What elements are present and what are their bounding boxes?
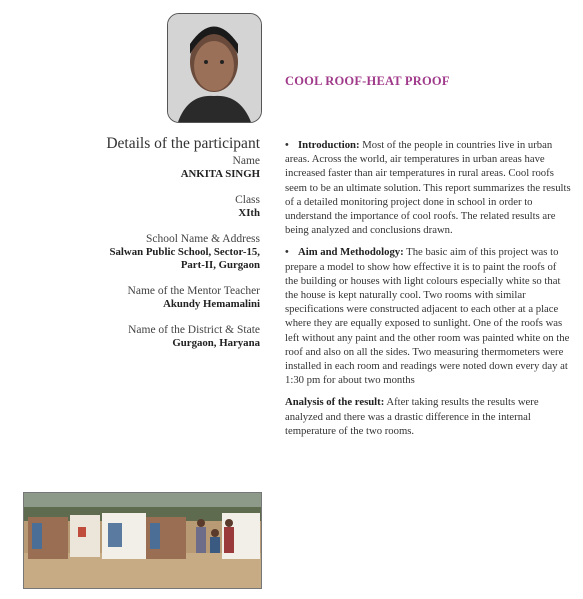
school-label: School Name & Address	[145, 233, 260, 245]
analysis-heading: Analysis of the result:	[285, 396, 385, 409]
name-label: Name	[232, 155, 260, 167]
introduction-paragraph	[285, 138, 571, 237]
project-site-photo	[23, 492, 262, 589]
analysis-text: After taking results the results were analyzed and there was a drastic difference in the internal temperature of the two rooms.	[285, 396, 539, 437]
mentor-label: Name of the Mentor Teacher	[127, 285, 260, 297]
aim-methodology-text: The basic aim of this project was to prepare a model to show how effective it is to paint the roofs of the building or houses with light colours especially white so that the house is kept naturally cool. Two rooms with similar specifications were constructed adjacent to each other at a place where they are equally exposed to sunlight. One of the roofs was left without any paint and the other room was painted white on the roof and also on all the sides. Two measuring thermometers were installed in each room and readings were noted down every day at 1:30 pm for about two months	[285, 246, 570, 387]
participant-name: ANKITA SINGH	[180, 168, 260, 180]
school-name-line1: Salwan Public School, Sector-15,	[109, 246, 260, 258]
district-name: Gurgaon, Haryana	[172, 337, 260, 349]
participant-details-heading: Details of the participant	[106, 135, 260, 152]
project-title: COOL ROOF-HEAT PROOF	[285, 74, 450, 88]
introduction-heading: Introduction:	[298, 139, 360, 151]
analysis-paragraph	[285, 395, 571, 438]
introduction-text: Most of the people in countries live in urban areas. Across the world, air temperatures in urban areas have increased faster than air temperatures in rural areas. Cool roofs seem to be an ultimate solution. This report summarizes the results of a detailed monitoring project done in school in order to understand the importance of cool roofs. The related results are being analyzed and conclusions drawn.	[285, 139, 571, 237]
participant-class: XIth	[238, 207, 260, 219]
aim-methodology-paragraph	[285, 245, 571, 387]
district-label: Name of the District & State	[128, 324, 260, 336]
participant-details	[20, 135, 260, 350]
bullet-icon: •	[285, 139, 289, 151]
report-body	[285, 138, 571, 446]
aim-methodology-heading: Aim and Methodology:	[298, 246, 404, 259]
model-rooms-image	[24, 493, 261, 588]
bullet-icon: •	[285, 246, 289, 259]
participant-portrait-image	[168, 14, 261, 122]
mentor-name: Akundy Hemamalini	[163, 298, 260, 310]
participant-photo	[167, 13, 262, 123]
class-label: Class	[235, 194, 260, 206]
school-name-line2: Part-II, Gurgaon	[180, 259, 260, 271]
